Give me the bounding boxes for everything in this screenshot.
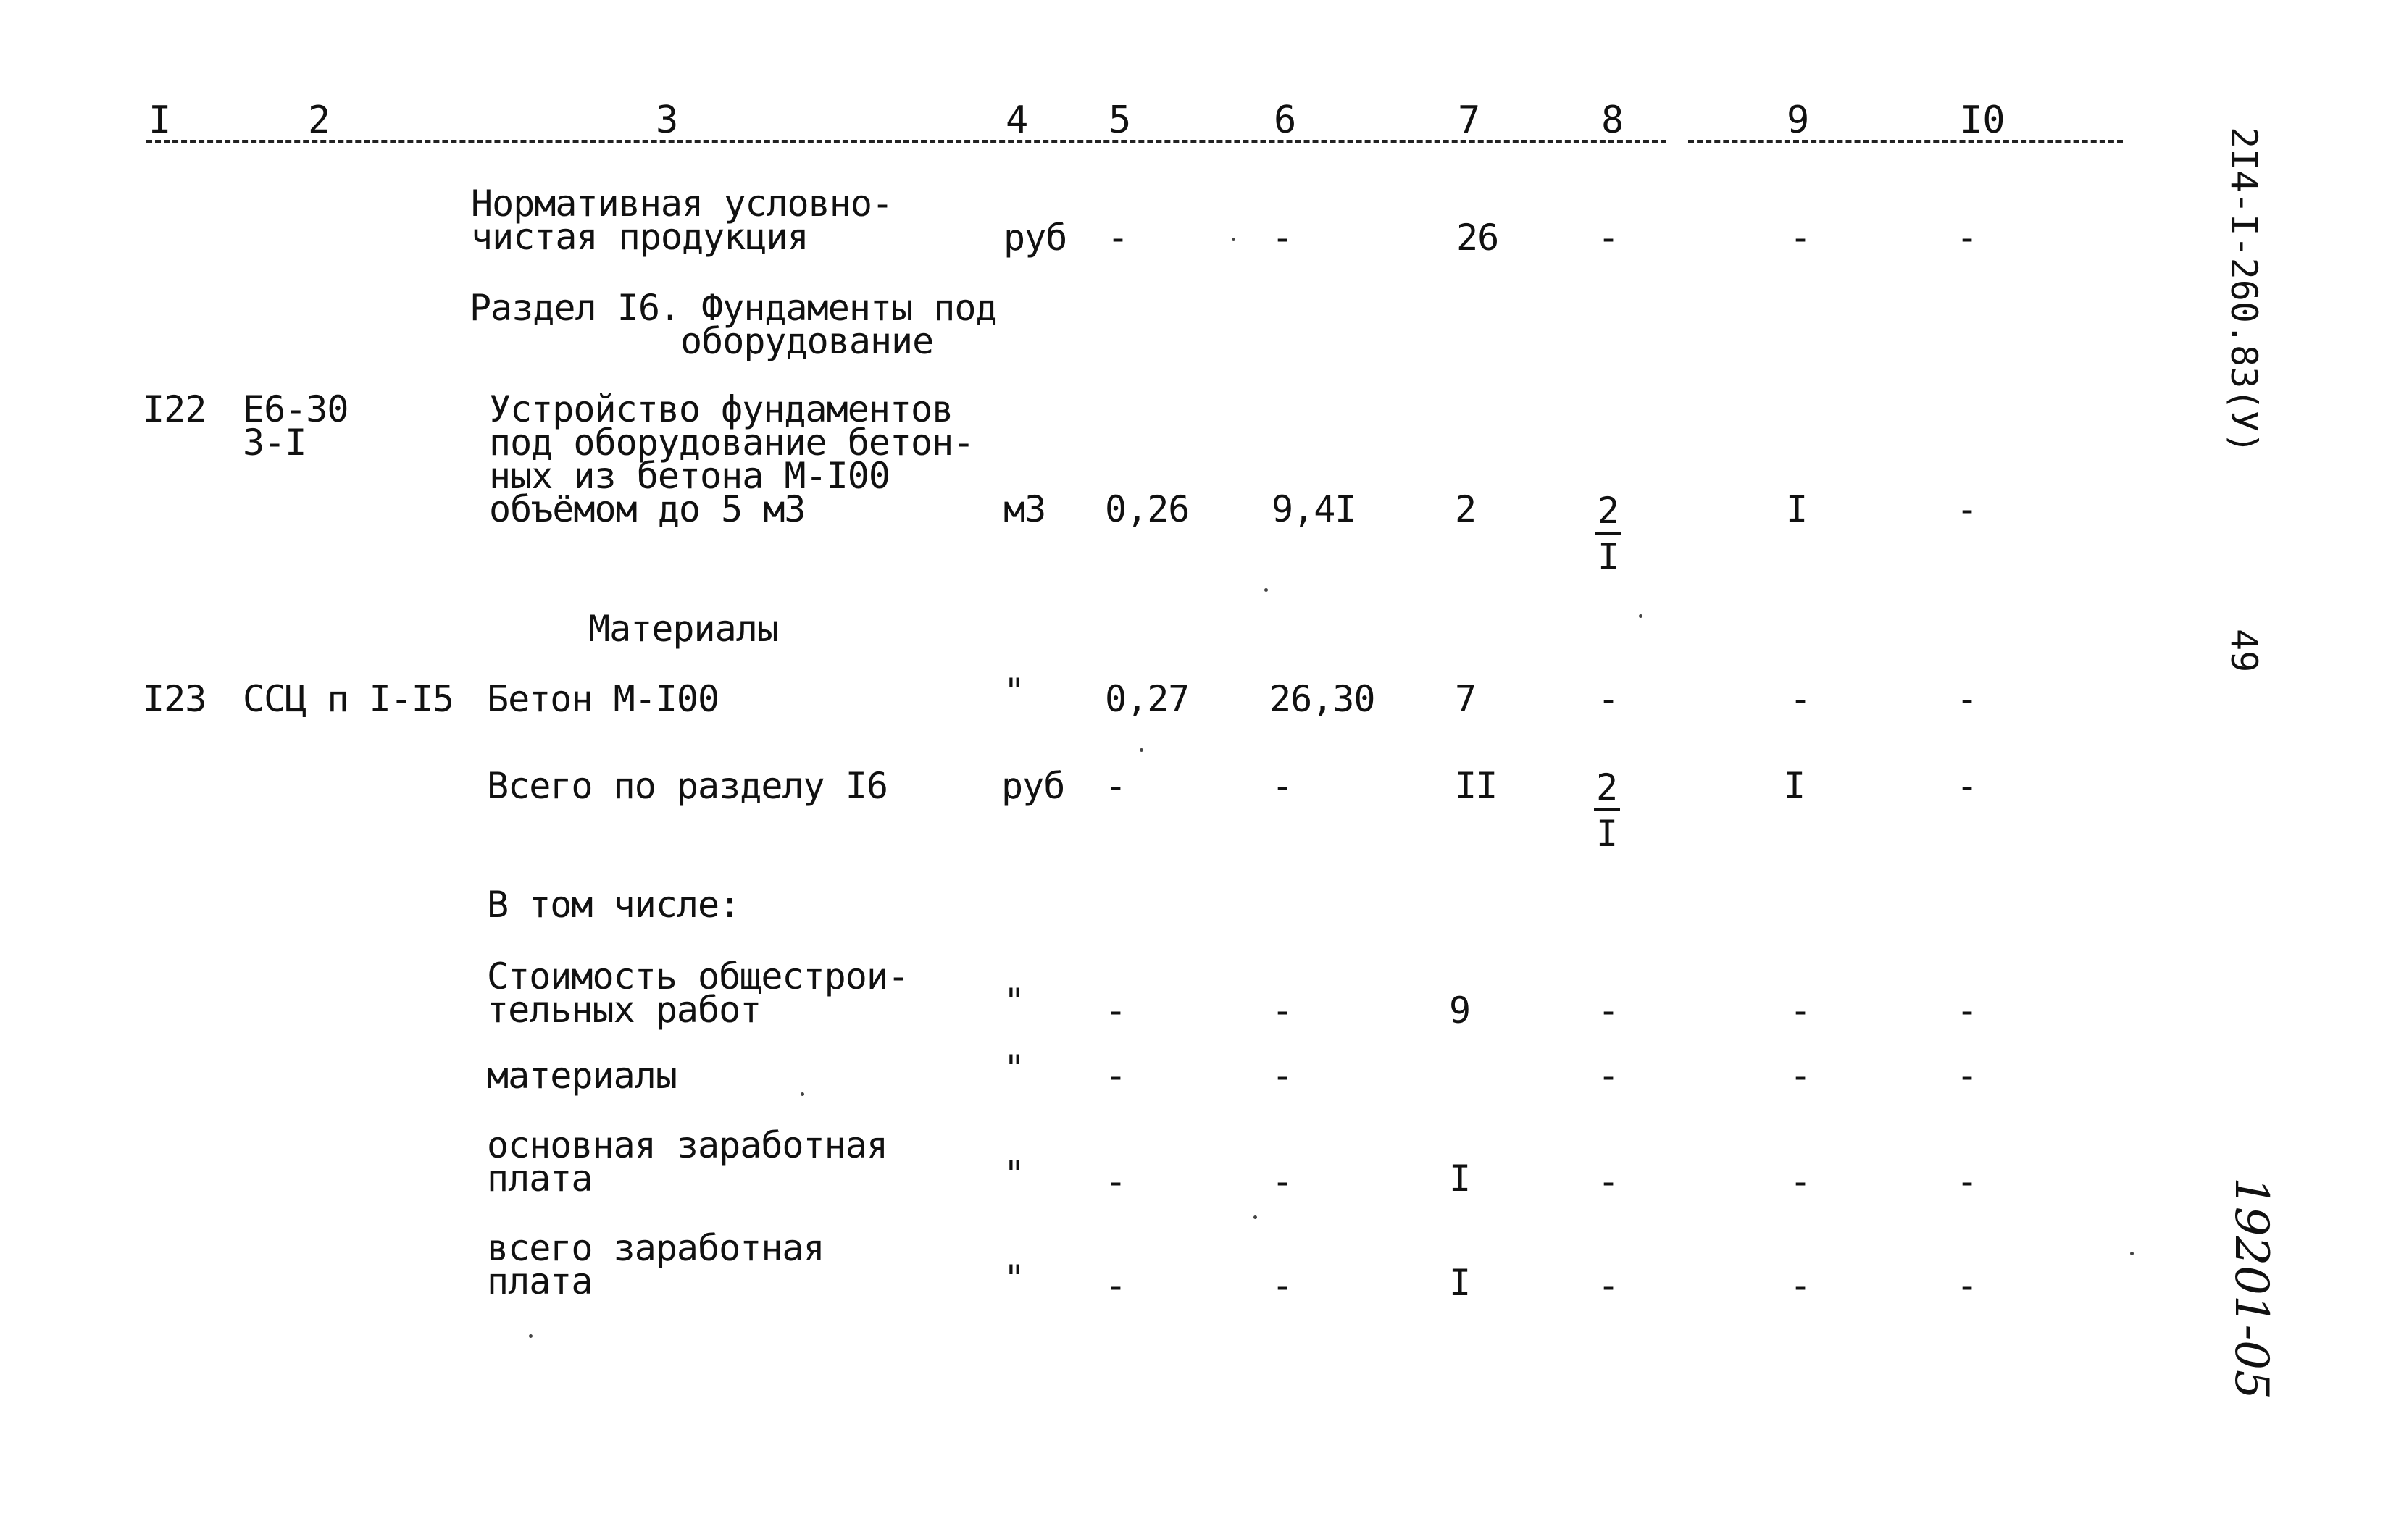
row-unit: руб xyxy=(1001,765,1065,807)
row-cell-col6: - xyxy=(1272,1265,1293,1307)
row-cell-col5: - xyxy=(1105,765,1127,807)
row-description: материалы xyxy=(487,1055,677,1097)
row-unit-ditto: " xyxy=(1003,1047,1025,1089)
subheading-including: В том числе: xyxy=(487,884,740,926)
row-code: Е6-30 3-I xyxy=(243,388,348,464)
row-cell-col9: - xyxy=(1790,678,1811,720)
row-cell-col10: - xyxy=(1956,1265,1978,1307)
row-description: Устройство фундаментов под оборудование бетон- ных из бетона М-I00 объёмом до 5 м3 xyxy=(489,388,974,530)
row-cell-col7: 26 xyxy=(1456,217,1499,259)
row-description: Стоимость общестрои- тельных работ xyxy=(487,955,909,1031)
document-code: 2I4-I-260.83(У) xyxy=(2223,127,2265,454)
row-cell-col5: - xyxy=(1105,1055,1127,1097)
fraction-bar xyxy=(1594,808,1620,811)
row-cell-col9: I xyxy=(1786,488,1808,530)
row-cell-col10: - xyxy=(1956,488,1978,530)
fraction-denominator: I xyxy=(1595,813,1619,855)
column-header-9: 9 xyxy=(1787,99,1810,142)
row-cell-col8: - xyxy=(1598,217,1619,259)
row-cell-col9: - xyxy=(1790,1160,1811,1202)
row-cell-col10: - xyxy=(1956,1055,1978,1097)
row-cell-col6: 26,30 xyxy=(1269,678,1375,720)
scan-speck xyxy=(1140,748,1143,752)
fraction-numerator: 2 xyxy=(1595,766,1619,808)
row-cell-col7: 7 xyxy=(1455,678,1477,720)
row-cell-col8: - xyxy=(1598,989,1619,1031)
row-unit-ditto: " xyxy=(1003,671,1025,713)
scan-speck xyxy=(529,1334,533,1338)
column-header-10: I0 xyxy=(1960,99,2005,142)
page-number: 49 xyxy=(2223,629,2265,673)
row-description: основная заработная плата xyxy=(487,1124,888,1200)
row-description: Бетон М-I00 xyxy=(487,678,719,720)
column-header-7: 7 xyxy=(1458,99,1481,142)
row-cell-col6: - xyxy=(1272,217,1293,259)
row-description: Нормативная условно- чистая продукция xyxy=(471,183,893,258)
scan-speck xyxy=(2130,1252,2134,1255)
row-cell-col9: I xyxy=(1784,765,1806,807)
fraction-numerator: 2 xyxy=(1597,490,1620,532)
row-cell-col10: - xyxy=(1956,217,1978,259)
row-cell-col8: - xyxy=(1598,1265,1619,1307)
row-cell-col7: 2 xyxy=(1455,488,1477,530)
row-cell-col8-fraction xyxy=(1587,766,1627,855)
row-unit: руб xyxy=(1003,217,1067,259)
row-cell-col5: - xyxy=(1105,989,1127,1031)
row-cell-col7: 9 xyxy=(1449,989,1471,1031)
row-cell-col8-fraction xyxy=(1588,490,1629,578)
header-underline-right xyxy=(1688,140,2123,143)
row-description: Всего по разделу I6 xyxy=(487,765,888,807)
row-code: ССЦ п I-I5 xyxy=(243,678,454,720)
fraction-denominator: I xyxy=(1597,536,1620,578)
row-cell-col6: - xyxy=(1272,765,1293,807)
row-unit-ditto: " xyxy=(1003,1153,1025,1195)
row-unit-ditto: " xyxy=(1003,981,1025,1023)
row-cell-col7: I xyxy=(1449,1262,1471,1304)
row-cell-col9: - xyxy=(1790,217,1811,259)
row-cell-col8: - xyxy=(1598,678,1619,720)
row-cell-col9: - xyxy=(1790,1265,1811,1307)
row-unit: м3 xyxy=(1003,488,1046,530)
section-heading: Раздел I6. Фундаменты под оборудование xyxy=(469,287,997,362)
scan-speck xyxy=(801,1092,804,1096)
row-cell-col7: I xyxy=(1449,1158,1471,1200)
row-cell-col6: - xyxy=(1272,1160,1293,1202)
scan-speck xyxy=(1232,238,1235,241)
scan-speck xyxy=(1253,1215,1257,1219)
column-header-2: 2 xyxy=(308,99,331,142)
row-cell-col9: - xyxy=(1790,989,1811,1031)
row-cell-col10: - xyxy=(1956,989,1978,1031)
row-cell-col10: - xyxy=(1956,678,1978,720)
column-header-5: 5 xyxy=(1109,99,1132,142)
row-cell-col5: 0,26 xyxy=(1105,488,1190,530)
row-cell-col8: - xyxy=(1598,1055,1619,1097)
row-cell-col7: II xyxy=(1455,765,1498,807)
materials-heading: Материалы xyxy=(588,608,778,650)
row-cell-col6: - xyxy=(1272,989,1293,1031)
fraction-bar xyxy=(1595,532,1621,535)
row-cell-col10: - xyxy=(1956,765,1978,807)
row-number: I23 xyxy=(143,678,206,720)
row-cell-col10: - xyxy=(1956,1160,1978,1202)
column-header-8: 8 xyxy=(1601,99,1624,142)
row-cell-col5: - xyxy=(1105,1265,1127,1307)
column-header-1: I xyxy=(149,99,172,142)
column-header-4: 4 xyxy=(1006,99,1029,142)
row-number: I22 xyxy=(143,388,206,430)
header-underline xyxy=(146,140,1666,143)
row-cell-col9: - xyxy=(1790,1055,1811,1097)
row-cell-col5: - xyxy=(1105,1160,1127,1202)
row-cell-col6: - xyxy=(1272,1055,1293,1097)
handwritten-number: 19201-05 xyxy=(2224,1177,2278,1399)
column-header-3: 3 xyxy=(656,99,679,142)
scan-speck xyxy=(1264,588,1268,592)
row-cell-col8: - xyxy=(1598,1160,1619,1202)
row-cell-col5: 0,27 xyxy=(1105,678,1190,720)
row-unit-ditto: " xyxy=(1003,1257,1025,1300)
scan-speck xyxy=(1639,614,1642,618)
row-cell-col6: 9,4I xyxy=(1272,488,1356,530)
row-cell-col5: - xyxy=(1107,217,1129,259)
row-description: всего заработная плата xyxy=(487,1227,825,1302)
column-header-6: 6 xyxy=(1274,99,1297,142)
